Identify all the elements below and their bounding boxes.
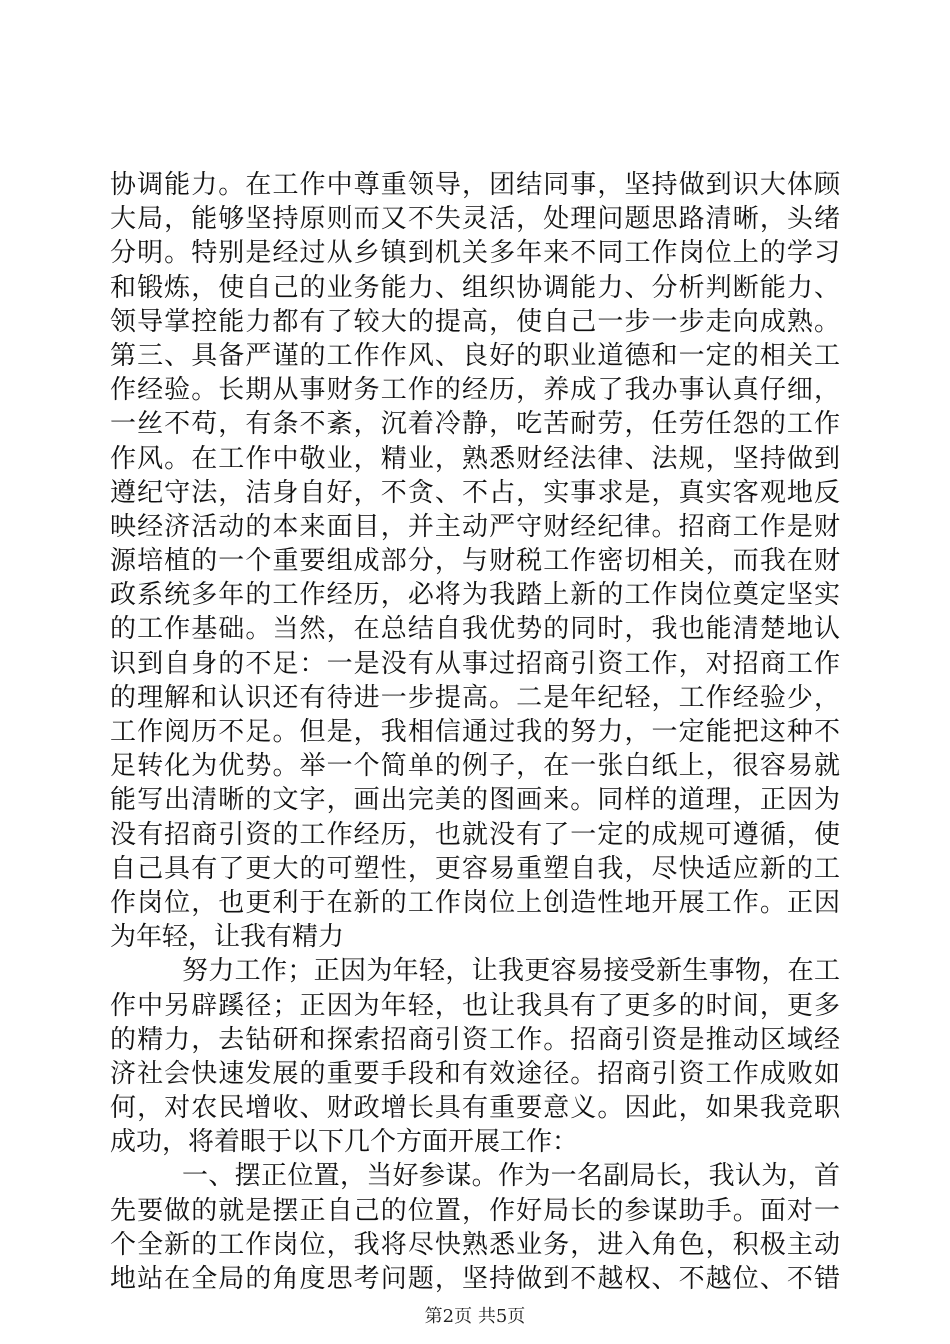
- text-line: 作经验。长期从事财务工作的经历，养成了我办事认真仔细，: [110, 375, 840, 406]
- text-line: 一丝不苟，有条不紊，沉着冷静，吃苦耐劳，任劳任怨的工作: [110, 409, 840, 440]
- text-line: 分明。特别是经过从乡镇到机关多年来不同工作岗位上的学习: [110, 238, 840, 269]
- text-line: 为年轻，让我有精力: [110, 922, 345, 953]
- text-line: 济社会快速发展的重要手段和有效途径。招商引资工作成败如: [110, 1058, 840, 1089]
- text-line: 何，对农民增收、财政增长具有重要意义。因此，如果我竞职: [110, 1093, 840, 1124]
- text-line: 大局，能够坚持原则而又不失灵活，处理问题思路清晰，头绪: [110, 204, 840, 235]
- text-line: 个全新的工作岗位，我将尽快熟悉业务，进入角色，积极主动: [110, 1229, 840, 1260]
- text-line: 能写出清晰的文字，画出完美的图画来。同样的道理，正因为: [110, 785, 840, 816]
- paragraph-first-line: 一、摆正位置，当好参谋。作为一名副局长，我认为，首: [182, 1161, 840, 1192]
- text-line: 成功，将着眼于以下几个方面开展工作：: [110, 1127, 579, 1158]
- text-line: 源培植的一个重要组成部分，与财税工作密切相关，而我在财: [110, 546, 840, 577]
- text-line: 自己具有了更大的可塑性，更容易重塑自我，尽快适应新的工: [110, 853, 840, 884]
- text-line: 和锻炼，使自己的业务能力、组织协调能力、分析判断能力、: [110, 272, 840, 303]
- text-line: 协调能力。在工作中尊重领导，团结同事，坚持做到识大体顾: [110, 170, 840, 200]
- text-line: 遵纪守法，洁身自好，不贪、不占，实事求是，真实客观地反: [110, 477, 840, 508]
- paragraph-first-line: 努力工作；正因为年轻，让我更容易接受新生事物，在工: [182, 956, 840, 987]
- text-line: 没有招商引资的工作经历，也就没有了一定的成规可遵循，使: [110, 819, 840, 850]
- text-line: 先要做的就是摆正自己的位置，作好局长的参谋助手。面对一: [110, 1195, 840, 1226]
- text-line: 领导掌控能力都有了较大的提高，使自己一步一步走向成熟。: [110, 306, 840, 337]
- text-line: 足转化为优势。举一个简单的例子，在一张白纸上，很容易就: [110, 751, 840, 782]
- document-body: [110, 168, 840, 1296]
- page-footer: [0, 1306, 950, 1328]
- text-line: 作风。在工作中敬业，精业，熟悉财经法律、法规，坚持做到: [110, 443, 840, 474]
- text-line: 作岗位，也更利于在新的工作岗位上创造性地开展工作。正因: [110, 887, 840, 918]
- text-line: 的工作基础。当然，在总结自我优势的同时，我也能清楚地认: [110, 614, 840, 645]
- page-number-label: 第2页 共5页: [424, 1306, 526, 1327]
- text-line: 地站在全局的角度思考问题，坚持做到不越权、不越位、不错: [110, 1264, 840, 1294]
- text-line: 作中另辟蹊径；正因为年轻，也让我具有了更多的时间，更多: [110, 990, 840, 1021]
- text-line: 识到自身的不足：一是没有从事过招商引资工作，对招商工作: [110, 648, 840, 679]
- text-line: 的精力，去钻研和探索招商引资工作。招商引资是推动区域经: [110, 1024, 840, 1055]
- text-line: 映经济活动的本来面目，并主动严守财经纪律。招商工作是财: [110, 511, 840, 542]
- text-line: 工作阅历不足。但是，我相信通过我的努力，一定能把这种不: [110, 717, 840, 747]
- text-line: 第三、具备严谨的工作作风、良好的职业道德和一定的相关工: [110, 340, 840, 371]
- text-line: 的理解和认识还有待进一步提高。二是年纪轻，工作经验少，: [110, 682, 840, 713]
- text-line: 政系统多年的工作经历，必将为我踏上新的工作岗位奠定坚实: [110, 580, 840, 611]
